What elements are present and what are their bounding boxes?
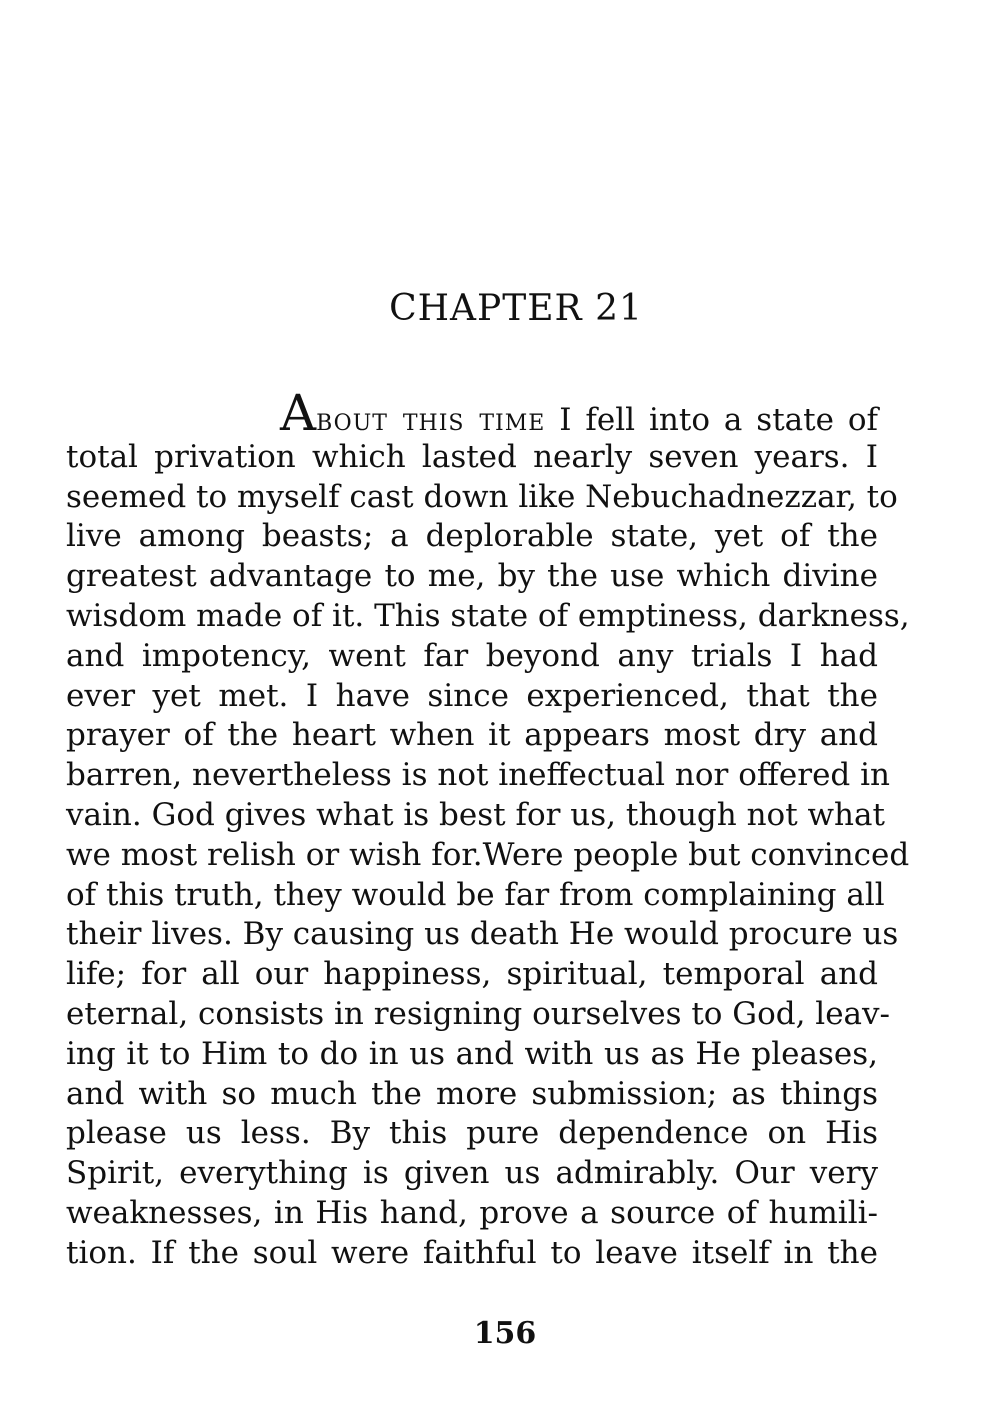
text-line: please us less. By this pure dependence on His [66,1115,878,1152]
text-line: we most relish or wish for.Were people but convinced [66,836,910,873]
text-line [66,384,878,442]
text-line: barren, nevertheless is not ineffectual nor offered in [66,757,890,794]
text-line: their lives. By causing us death He would procure us [66,916,899,953]
drop-cap: A [280,384,317,442]
text-line: greatest advantage to me, by the use which divine [66,558,878,595]
text-line: total privation which lasted nearly seven years. I [66,438,878,475]
text-line: life; for all our happiness, spiritual, temporal and [66,956,878,993]
page-number: 156 [473,1316,537,1351]
text-line: tion. If the soul were faithful to leave itself in the [66,1234,878,1271]
text-line: and impotency, went far beyond any trials I had [66,637,878,674]
text-line: eternal, consists in resigning ourselves to God, leav- [66,995,891,1032]
text-line: ing it to Him to do in us and with us as He pleases, [66,1035,878,1072]
text-line-content: I fell into a state of [545,402,878,438]
chapter-title: CHAPTER 21 [389,288,643,329]
text-line: wisdom made of it. This state of emptiness, darkness, [66,597,910,634]
text-line: of this truth, they would be far from complaining all [66,876,885,913]
text-line: ever yet met. I have since experienced, that the [66,677,878,714]
text-line: live among beasts; a deplorable state, yet of the [66,518,878,555]
text-line: and with so much the more submission; as things [66,1075,878,1112]
text-line: prayer of the heart when it appears most dry and [66,717,878,754]
text-line: vain. God gives what is best for us, though not what [66,796,885,833]
text-line: seemed to myself cast down like Nebuchadnezzar, to [66,478,898,515]
text-line: weaknesses, in His hand, prove a source of humili- [66,1194,878,1231]
text-line: Spirit, everything is given us admirably. Our very [66,1155,878,1192]
lead-in-small-caps: bout this time [316,402,546,438]
chapter-body-text [66,384,910,1274]
